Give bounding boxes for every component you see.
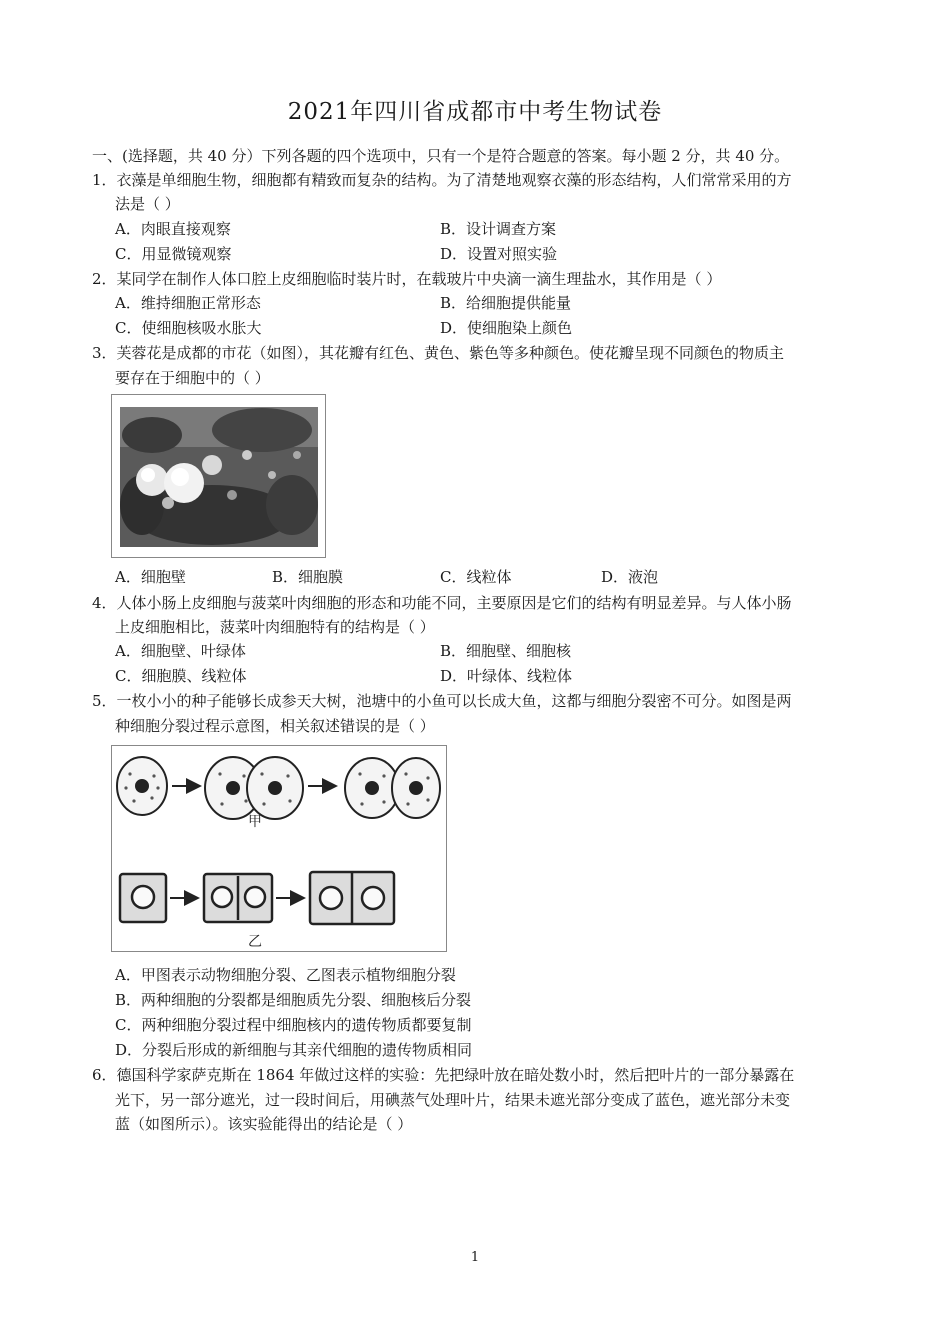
animal-cell-dividing — [205, 757, 303, 819]
cell-division-diagram — [112, 746, 446, 951]
q4-stem-line1: 4．人体小肠上皮细胞与菠菜叶肉细胞的形态和功能不同，主要原因是它们的结构有明显差异。与人体小肠 — [92, 594, 792, 612]
q2-stem-line1: 2．某同学在制作人体口腔上皮细胞临时装片时，在载玻片中央滴一滴生理盐水，其作用是（ ） — [92, 270, 722, 288]
q6-stem-line2: 光下，另一部分遮光，过一段时间后，用碘蒸气处理叶片，结果未遮光部分变成了蓝色，遮光部分未变 — [115, 1091, 791, 1109]
animal-cell-1 — [117, 757, 167, 815]
q3-option-b: B．细胞膜 — [272, 568, 344, 586]
q5-stem-line2: 种细胞分裂过程示意图，相关叙述错误的是（ ） — [115, 717, 435, 735]
plant-cell-1 — [120, 874, 166, 922]
q1-stem-line1: 1．衣藻是单细胞生物，细胞都有精致而复杂的结构。为了清楚地观察衣藻的形态结构，人们常常采用的方 — [92, 171, 792, 189]
plant-cell-dividing — [204, 874, 272, 922]
q3-option-a: A．细胞壁 — [115, 568, 186, 586]
q4-stem-line2: 上皮细胞相比，菠菜叶肉细胞特有的结构是（ ） — [115, 618, 435, 636]
q2-option-d: D．使细胞染上颜色 — [440, 319, 573, 337]
q1-option-b: B．设计调查方案 — [440, 220, 557, 238]
q4-option-a: A．细胞壁、叶绿体 — [115, 642, 246, 660]
q4-option-c: C．细胞膜、线粒体 — [115, 667, 247, 685]
q2-option-b: B．给细胞提供能量 — [440, 294, 572, 312]
q5-option-c: C．两种细胞分裂过程中细胞核内的遗传物质都要复制 — [115, 1016, 472, 1034]
section-instructions: 一、(选择题，共 40 分）下列各题的四个选项中，只有一个是符合题意的答案。每小题 2 分，共 40 分。 — [92, 147, 790, 165]
q5-stem-line1: 5．一枚小小的种子能够长成参天大树，池塘中的小鱼可以长成大鱼，这都与细胞分裂密不可分。如图是两 — [92, 692, 792, 710]
q4-option-d: D．叶绿体、线粒体 — [440, 667, 573, 685]
q5-option-a: A．甲图表示动物细胞分裂、乙图表示植物细胞分裂 — [115, 966, 456, 984]
figure-label-yi: 乙 — [248, 934, 262, 950]
q3-option-c: C．线粒体 — [440, 568, 512, 586]
q1-option-a: A．肉眼直接观察 — [115, 220, 231, 238]
q4-option-b: B．细胞壁、细胞核 — [440, 642, 572, 660]
figure-label-jia: 甲 — [248, 814, 262, 830]
q3-option-d: D．液泡 — [601, 568, 659, 586]
page-number: 1 — [470, 1250, 480, 1265]
q5-option-d: D．分裂后形成的新细胞与其亲代细胞的遗传物质相同 — [115, 1041, 473, 1059]
hibiscus-photo — [112, 395, 325, 557]
q2-option-c: C．使细胞核吸水胀大 — [115, 319, 262, 337]
cell-division-figure — [111, 745, 447, 952]
plant-cells-divided — [310, 872, 394, 924]
hibiscus-photo-figure — [111, 394, 326, 558]
q2-option-a: A．维持细胞正常形态 — [115, 294, 261, 312]
q1-option-d: D．设置对照实验 — [440, 245, 558, 263]
q1-stem-line2: 法是（ ） — [115, 195, 180, 213]
q3-stem-line1: 3．芙蓉花是成都的市花（如图），其花瓣有红色、黄色、紫色等多种颜色。使花瓣呈现不同颜色的物质主 — [92, 344, 785, 362]
page-title: 2021年四川省成都市中考生物试卷 — [287, 99, 663, 125]
q3-stem-line2: 要存在于细胞中的（ ） — [115, 369, 270, 387]
animal-cells-divided — [345, 758, 440, 818]
q5-option-b: B．两种细胞的分裂都是细胞质先分裂、细胞核后分裂 — [115, 991, 472, 1009]
q6-stem-line1: 6．德国科学家萨克斯在 1864 年做过这样的实验：先把绿叶放在暗处数小时，然后把叶片的一部分暴露在 — [92, 1066, 795, 1084]
q1-option-c: C．用显微镜观察 — [115, 245, 232, 263]
q6-stem-line3: 蓝（如图所示）。该实验能得出的结论是（ ） — [115, 1115, 413, 1133]
